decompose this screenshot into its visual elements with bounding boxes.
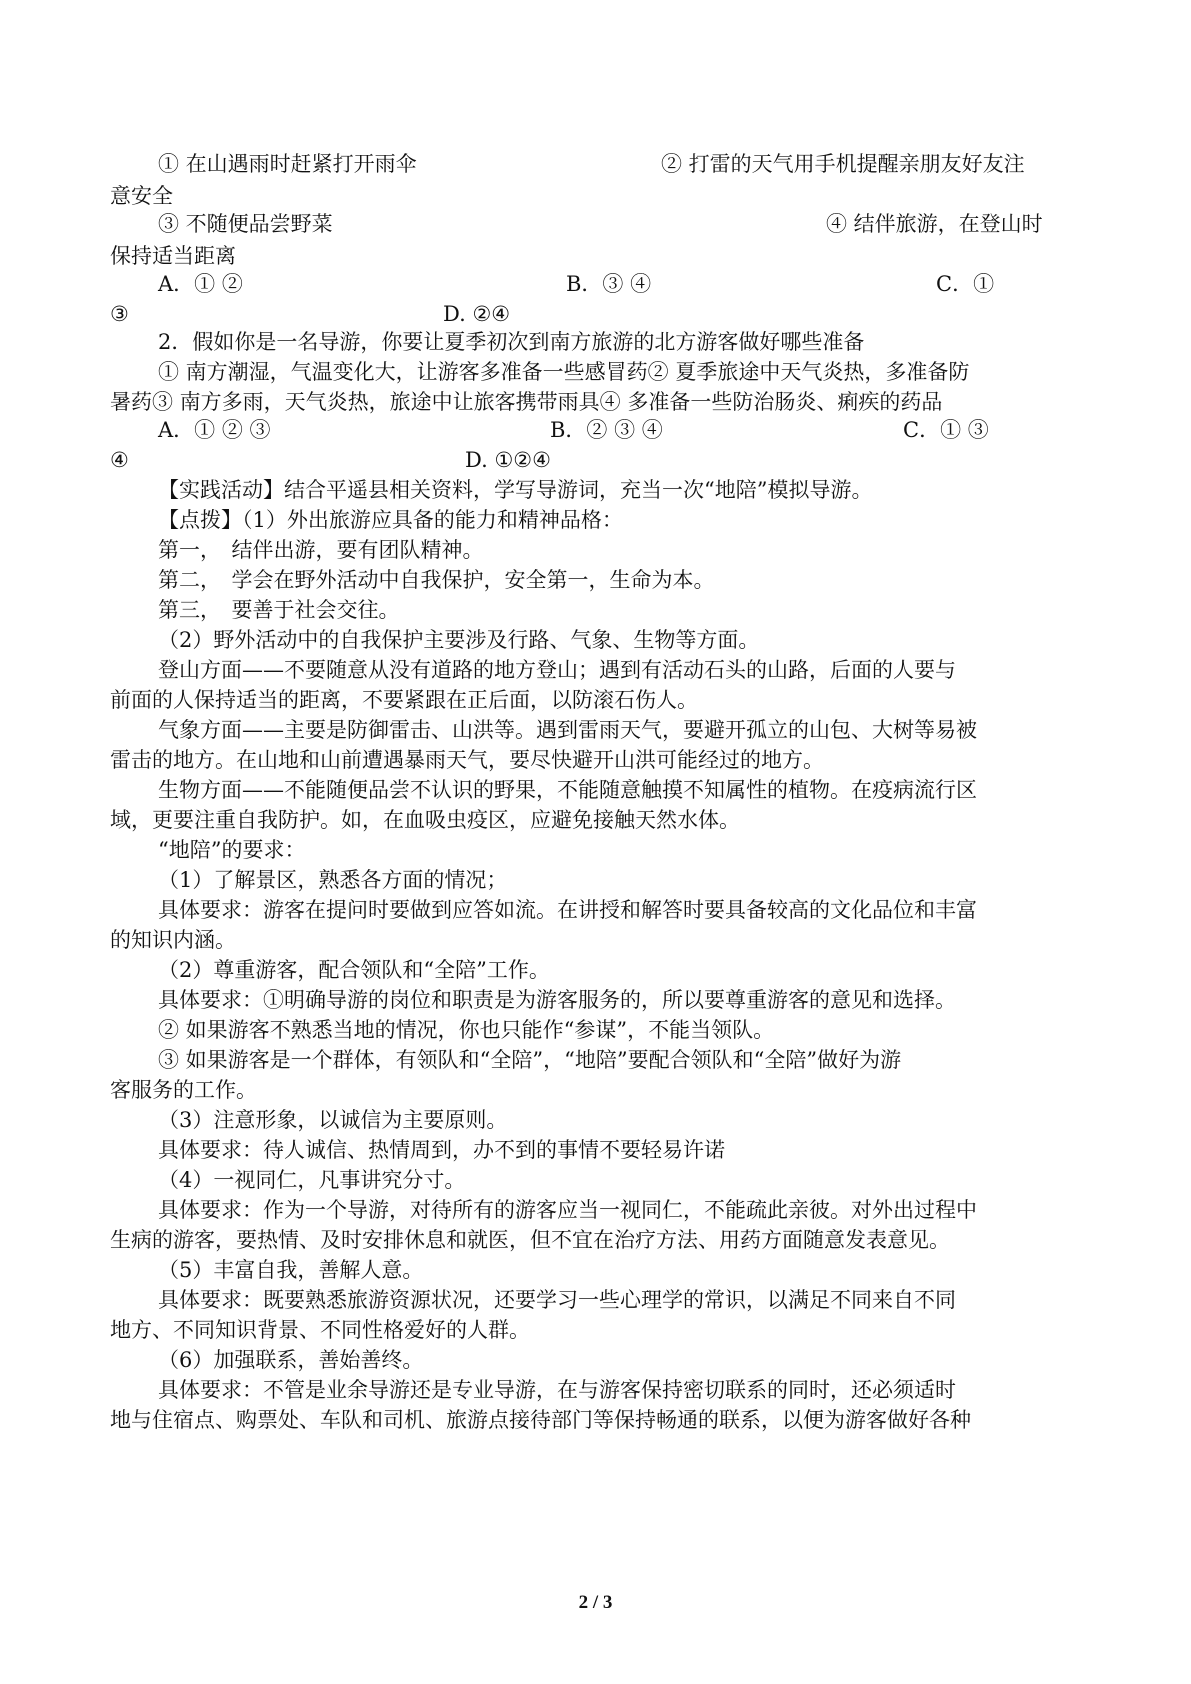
requirement-4-detail-line-1: 具体要求：作为一个导游，对待所有的游客应当一视同仁，不能疏此亲彼。对外出过程中 <box>158 1198 977 1222</box>
q2-choice-c-continued: ④ <box>110 448 129 472</box>
requirement-1-title: （1）了解景区，熟悉各方面的情况； <box>158 868 508 892</box>
requirement-4-title: （4）一视同仁，凡事讲究分寸。 <box>158 1168 466 1192</box>
page-number: 2 / 3 <box>578 1592 613 1613</box>
q1-choice-c: C．① <box>936 272 995 296</box>
q1-choice-d: D. ②④ <box>443 302 511 326</box>
q1-choices-row <box>158 268 1090 300</box>
tips-heading: 【点拨】（1）外出旅游应具备的能力和精神品格： <box>158 508 623 532</box>
requirement-6-detail-line-1: 具体要求：不管是业余导游还是专业导游，在与游客保持密切联系的同时，还必须适时 <box>158 1378 956 1402</box>
biology-para-line-2: 域，更要注重自我防护。如，在血吸虫疫区，应避免接触天然水体。 <box>110 808 740 832</box>
climbing-para-line-1: 登山方面——不要随意从没有道路的地方登山；遇到有活动石头的山路，后面的人要与 <box>158 658 956 682</box>
q2-choice-b: B．② ③ ④ <box>550 418 663 442</box>
q1-option-2: ② 打雷的天气用手机提醒亲朋友好友注 <box>661 152 1025 176</box>
q1-choice-b: B．③ ④ <box>566 272 652 296</box>
requirement-1-detail-line-1: 具体要求：游客在提问时要做到应答如流。在讲授和解答时要具备较高的文化品位和丰富 <box>158 898 977 922</box>
requirement-3-title: （3）注意形象，以诚信为主要原则。 <box>158 1108 508 1132</box>
self-protection-heading: （2）野外活动中的自我保护主要涉及行路、气象、生物等方面。 <box>158 628 760 652</box>
requirement-2-detail-3-line-1: ③ 如果游客是一个群体，有领队和“全陪”，“地陪”要配合领队和“全陪”做好为游 <box>158 1048 902 1072</box>
requirement-2-detail-1: 具体要求：①明确导游的岗位和职责是为游客服务的，所以要尊重游客的意见和选择。 <box>158 988 956 1012</box>
biology-para-line-1: 生物方面——不能随便品尝不认识的野果，不能随意触摸不知属性的植物。在疫病流行区 <box>158 778 977 802</box>
q1-options-row-1 <box>158 148 1090 180</box>
practice-activity-heading: 【实践活动】结合平遥县相关资料，学写导游词，充当一次“地陪”模拟导游。 <box>158 478 873 502</box>
requirement-5-detail-line-1: 具体要求：既要熟悉旅游资源状况，还要学习一些心理学的常识，以满足不同来自不同 <box>158 1288 956 1312</box>
requirement-2-title: （2）尊重游客，配合领队和“全陪”工作。 <box>158 958 550 982</box>
weather-para-line-1: 气象方面——主要是防御雷击、山洪等。遇到雷雨天气，要避开孤立的山包、大树等易被 <box>158 718 977 742</box>
requirement-3-detail: 具体要求：待人诚信、热情周到，办不到的事情不要轻易许诺 <box>158 1138 725 1162</box>
requirement-2-detail-2: ② 如果游客不熟悉当地的情况，你也只能作“参谋”，不能当领队。 <box>158 1018 775 1042</box>
q2-options-line-1: ① 南方潮湿，气温变化大，让游客多准备一些感冒药② 夏季旅途中天气炎热，多准备防 <box>158 360 970 384</box>
tips-third: 第三， 要善于社会交往。 <box>158 598 400 622</box>
climbing-para-line-2: 前面的人保持适当的距离，不要紧跟在正后面，以防滚石伤人。 <box>110 688 698 712</box>
q2-options-line-2: 暑药③ 南方多雨，天气炎热，旅途中让旅客携带雨具④ 多准备一些防治肠炎、痢疾的药品 <box>110 390 943 414</box>
q1-option-4: ④ 结伴旅游，在登山时 <box>826 212 1043 236</box>
q1-option-2-continued: 意安全 <box>110 184 173 208</box>
requirement-6-detail-line-2: 地与住宿点、购票处、车队和司机、旅游点接待部门等保持畅通的联系，以便为游客做好各种 <box>110 1408 971 1432</box>
requirement-5-detail-line-2: 地方、不同知识背景、不同性格爱好的人群。 <box>110 1318 530 1342</box>
q1-choice-c-continued: ③ <box>110 302 129 326</box>
q1-choice-a: A．① ② <box>158 272 243 296</box>
requirement-5-title: （5）丰富自我，善解人意。 <box>158 1258 424 1282</box>
q1-option-1: ① 在山遇雨时赶紧打开雨伞 <box>158 152 417 176</box>
q2-choices-row <box>158 414 1090 446</box>
tips-first: 第一， 结伴出游，要有团队精神。 <box>158 538 484 562</box>
q2-question: 2．假如你是一名导游，你要让夏季初次到南方旅游的北方游客做好哪些准备 <box>158 330 865 354</box>
q2-choice-d: D. ①②④ <box>465 448 551 472</box>
tips-second: 第二， 学会在野外活动中自我保护，安全第一，生命为本。 <box>158 568 715 592</box>
q1-options-row-2 <box>158 208 1090 240</box>
q1-option-3: ③ 不随便品尝野菜 <box>158 212 333 236</box>
q2-choice-a: A．① ② ③ <box>158 418 271 442</box>
q2-choice-c: C．① ③ <box>903 418 989 442</box>
q1-option-4-continued: 保持适当距离 <box>110 244 236 268</box>
requirement-6-title: （6）加强联系，善始善终。 <box>158 1348 424 1372</box>
requirement-2-detail-3-line-2: 客服务的工作。 <box>110 1078 257 1102</box>
q2-choices-row-continued <box>110 444 1090 476</box>
requirement-4-detail-line-2: 生病的游客，要热情、及时安排休息和就医，但不宜在治疗方法、用药方面随意发表意见。 <box>110 1228 950 1252</box>
weather-para-line-2: 雷击的地方。在山地和山前遭遇暴雨天气，要尽快避开山洪可能经过的地方。 <box>110 748 824 772</box>
requirement-1-detail-line-2: 的知识内涵。 <box>110 928 236 952</box>
local-guide-requirements-heading: “地陪”的要求： <box>158 838 306 862</box>
